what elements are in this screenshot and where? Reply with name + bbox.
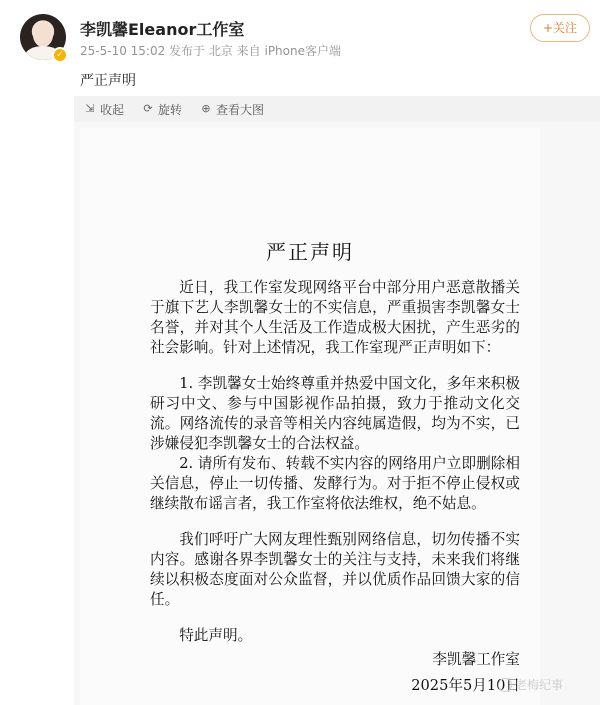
view-large-icon: ⊕ xyxy=(201,102,211,115)
letter-body xyxy=(150,278,520,662)
letter-item-2: 2. 请所有发布、转载不实内容的网络用户立即删除相关信息，停止一切传播、发酵行为。对于拒不停止侵权或继续散布谣言者，我工作室将依法维权，绝不姑息。 xyxy=(150,455,520,512)
watermark-text: 老梅纪事 xyxy=(515,678,564,692)
letter-item-1: 1. 李凯馨女士始终尊重并热爱中国文化，多年来积极研习中文、参与中国影视作品拍摄，致力于推动文化交流。网络流传的录音等相关内容纯属造假，均为不实，已涉嫌侵犯李凯馨女士的合法权益。 xyxy=(150,375,520,452)
watermark-icon xyxy=(498,678,512,692)
letter-paragraph-3: 我们呼吁广大网友理性甄别网络信息，切勿传播不实内容。感谢各界李凯馨女士的关注与支持，未来我们将继续以积极态度面对公众监督，并以优质作品回馈大家的信任。 xyxy=(150,531,520,608)
letter-title: 严正声明 xyxy=(266,240,354,264)
letter-signature: 李凯馨工作室 xyxy=(432,651,520,668)
collapse-label: 收起 xyxy=(100,102,125,117)
letter-paragraph-1: 近日，我工作室发现网络平台中部分用户恶意散播关于旗下艺人李凯馨女士的不实信息，严重损害李凯馨女士名誉，并对其个人生活及工作造成极大困扰，产生恶劣的社会影响。针对上述情况，我工作室现严正声明如下： xyxy=(150,279,520,356)
verified-badge-icon: ✓ xyxy=(52,47,68,63)
rotate-button[interactable] xyxy=(142,101,182,118)
follow-button[interactable]: +关注 xyxy=(530,14,590,42)
avatar-face xyxy=(33,23,53,47)
statement-letter xyxy=(80,128,540,705)
collapse-button[interactable] xyxy=(84,101,124,118)
username[interactable]: 李凯馨Eleanor工作室 xyxy=(80,20,245,39)
watermark xyxy=(498,676,563,693)
collapse-icon: ⇲ xyxy=(85,102,95,115)
letter-date: 2025年5月10日 xyxy=(411,677,520,694)
view-large-button[interactable] xyxy=(200,101,264,118)
image-toolbar xyxy=(74,96,600,122)
rotate-label: 旋转 xyxy=(158,102,183,117)
post-meta: 25-5-10 15:02 发布于 北京 来自 iPhone客户端 xyxy=(80,44,341,58)
post-image[interactable] xyxy=(74,122,600,705)
post-text: 严正声明 xyxy=(80,73,136,89)
letter-closing: 特此声明。 xyxy=(179,627,253,644)
view-large-label: 查看大图 xyxy=(216,102,265,117)
rotate-icon: ⟳ xyxy=(143,102,153,115)
